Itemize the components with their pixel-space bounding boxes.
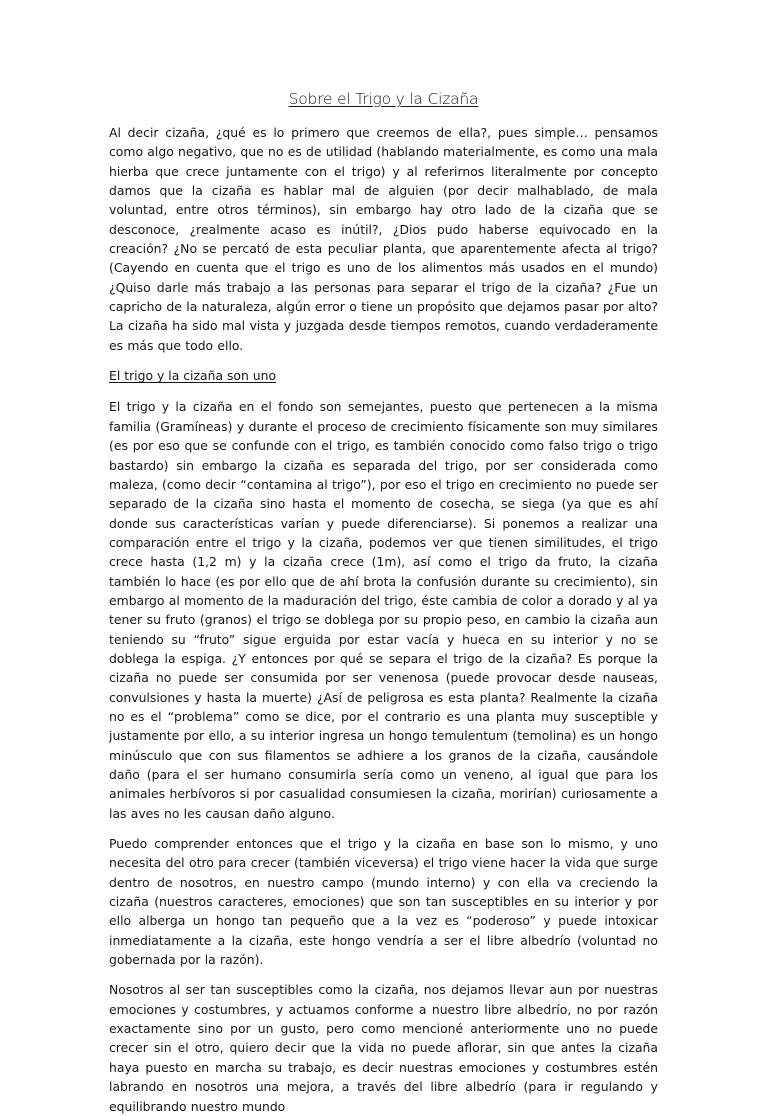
intro-paragraph: Al decir cizaña, ¿qué es lo primero que creemos de ella?, pues simple… pensamos como algo negativo, que no es de utilidad (hablando materialmente, es como una mala hierba que crece juntamente con el trigo) y al referirnos literalmente por concepto damos que la cizaña es hablar mal de alguien (por decir malhablado, de mala voluntad, entre otros términos), sin embargo hay otro lado de la cizaña que se desconoce, ¿realmente acaso es inútil?, ¿Dios pudo haberse equivocado en la creación? ¿No se percató de esta peculiar planta, que aparentemente afecta al trigo? (Cayendo en cuenta que el trigo es uno de los alimentos más usados en el mundo) ¿Quiso darle más trabajo a las personas para separar el trigo de la cizaña? ¿Fue un capricho de la naturaleza, algún error o tiene un propósito que dejamos pasar por alto? La cizaña ha sido mal vista y juzgada desde tiempos remotos, cuando verdaderamente es más que todo ello. (109, 125, 658, 353)
body-paragraph: El trigo y la cizaña en el fondo son semejantes, puesto que pertenecen a la misma familia (Gramíneas) y durante el proceso de crecimiento físicamente son muy similares (es por eso que se confunde con el trigo, es también conocido como falso trigo o trigo bastardo) sin embargo la cizaña es separada del trigo, por ser considerada como maleza, (como decir “contamina al trigo”), por eso el trigo en crecimiento no puede ser separado de la cizaña sino hasta el momento de cosecha, se siega (ya que es ahí donde sus características varían y puede diferenciarse). Si ponemos a realizar una comparación entre el trigo y la cizaña, podemos ver que tienen similitudes, el trigo crece hasta (1,2 m) y la cizaña crece (1m), así como el trigo da fruto, la cizaña también lo hace (es por ello que de ahí brota la confusión durante su crecimiento), sin embargo al momento de la maduración del trigo, éste cambia de color a dorado y al ya tener su fruto (granos) el trigo se doblega por su propio peso, en cambio la cizaña aun teniendo su “fruto” sigue erguida por estar vacía y hueca en su interior y no se doblega la espiga. ¿Y entonces por qué se separa el trigo de la cizaña? Es porque la cizaña no puede ser consumida por ser venenosa (puede provocar desde nauseas, convulsiones y hasta la muerte) ¿Así de peligrosa es esta planta? Realmente la cizaña no es el “problema” como se dice, por el contrario es una planta muy susceptible y justamente por ello, a su interior ingresa un hongo temulentum (temolina) es un hongo minúsculo que con sus filamentos se adhiere a los granos de la cizaña, causándole daño (para el ser humano consumirla sería como un veneno, al igual que para los animales herbívoros si por casualidad consumiesen la cizaña, morirían) curiosamente a las aves no les causan daño alguno. (109, 399, 658, 821)
section-heading: El trigo y la cizaña son uno (109, 368, 277, 384)
document-page (109, 88, 658, 1116)
body-paragraph: Puedo comprender entonces que el trigo y la cizaña en base son lo mismo, y uno necesita del otro para crecer (también viceversa) el trigo viene hacer la vida que surge dentro de nosotros, en nuestro campo (mundo interno) y con ella va creciendo la cizaña (nuestros caracteres, emociones) que son tan susceptibles en su interior y por ello alberga un hongo tan pequeño que a la vez es “poderoso” y puede intoxicar inmediatamente a la cizaña, este hongo vendría a ser el libre albedrío (voluntad no gobernada por la razón). (109, 836, 658, 968)
body-paragraph: Nosotros al ser tan susceptibles como la cizaña, nos dejamos llevar aun por nuestras emociones y costumbres, y actuamos conforme a nuestro libre albedrío, no por razón exactamente sino por un gusto, pero como mencioné anteriormente uno no puede crecer sin el otro, quiero decir que la vida no puede aflorar, sin que antes la cizaña haya puesto en marcha su trabajo, es decir nuestras emociones y costumbres estén labrando en nosotros una mejora, a través del libre albedrío (para ir regulando y equilibrando nuestro mundo (109, 982, 658, 1114)
document-title: Sobre el Trigo y la Cizaña (288, 90, 479, 108)
